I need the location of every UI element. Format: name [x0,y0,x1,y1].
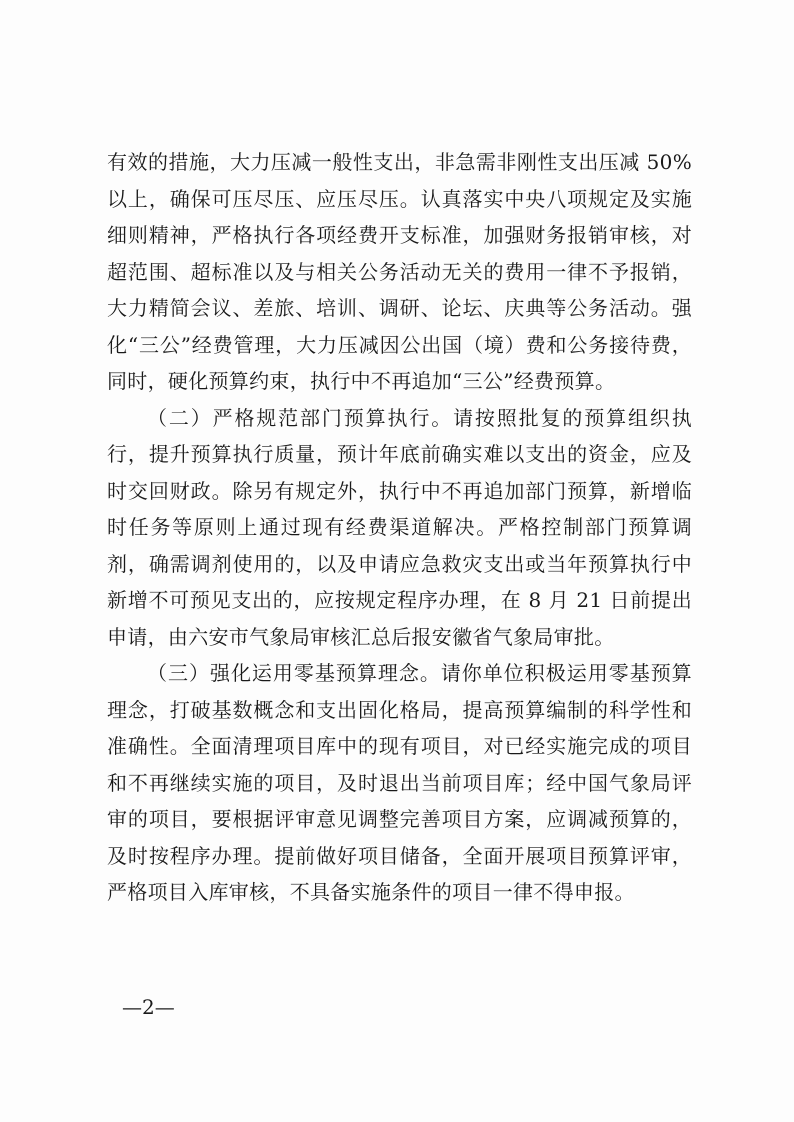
paragraph-budget-execution: （二）严格规范部门预算执行。请按照批复的预算组织执行，提升预算执行质量，预计年底前确实难以支出的资金，应及时交回财政。除另有规定外，执行中不再追加部门预算，新增临时任务等原则上通过现有经费渠道解决。严格控制部门预算调剂，确需调剂使用的，以及申请应急救灾支出或当年预算执行中新增不可预见支出的，应按规定程序办理，在 8 月 21 日前提出申请，由六安市气象局审核汇总后报安徽省气象局审批。 [107,405,692,649]
document-body [107,144,692,911]
page-number: —2— [122,995,175,1019]
paragraph-continuation: 有效的措施，大力压减一般性支出，非急需非刚性支出压减 50%以上，确保可压尽压、应压尽压。认真落实中央八项规定及实施细则精神，严格执行各项经费开支标准，加强财务报销审核，对超范围、超标准以及与相关公务活动无关的费用一律不予报销，大力精简会议、差旅、培训、调研、论坛、庆典等公务活动。强化“三公”经费管理，大力压减因公出国（境）费和公务接待费，同时，硬化预算约束，执行中不再追加“三公”经费预算。 [107,150,692,393]
paragraph-zero-based-budget: （三）强化运用零基预算理念。请你单位积极运用零基预算理念，打破基数概念和支出固化格局，提高预算编制的科学性和准确性。全面清理项目库中的现有项目，对已经实施完成的项目和不再继续实施的项目，及时退出当前项目库；经中国气象局评审的项目，要根据评审意见调整完善项目方案，应调减预算的，及时按程序办理。提前做好项目储备，全面开展项目预算评审，严格项目入库审核，不具备实施条件的项目一律不得申报。 [107,661,692,904]
